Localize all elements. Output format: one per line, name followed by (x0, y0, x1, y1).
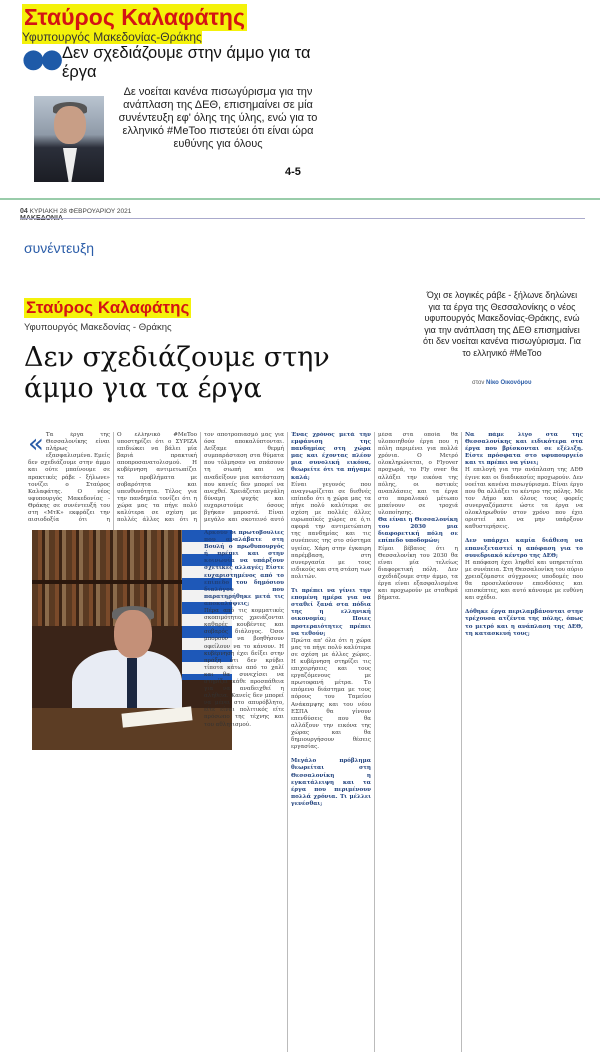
teaser-portrait-photo (34, 96, 104, 182)
teaser-page-ref: 4-5 (285, 166, 301, 178)
section-label: συνέντευξη (24, 240, 95, 256)
pull-quote: Όχι σε λογικές ράβε - ξήλωνε δηλώνει για τα έργα της Θεσσαλονίκης ο νέος υφυπουργός Μακεδονίας-Θράκης, ενώ για την ανάπλαση της ΔΕΘ επισημαίνει ότι δεν νοείται κανένα πισωγύρισμα. Για το ελληνικό #MeToo (423, 290, 581, 358)
byline: στον Νίκο Οικονόμου (472, 380, 532, 386)
quote-mark-icon: ●● (22, 44, 60, 74)
article-column-6: Να πάμε λίγο στα της Θεσσαλονίκης και ειδικότερα στα έργα που βρίσκονται σε εξέλιξη. Είστε πρόσφατα στο υφυπουργείο και τι πρέπει να γίνει; Η επιλογή για την ανάπλαση της ΔΕΘ έγινε και οι διαδικασίες προχωρούν. Δεν νοείται κανένα πισωγύρισμα. Είναι έργο που θα αλλάξει το κέντρο της πόλης. Με τον Δήμο και όλους τους φορείς συνεργαζόμαστε ώστε τα έργα να ολοκληρωθούν στον χρόνο που έχει οριστεί και να μην υπάρξουν καθυστερήσεις. Δεν υπάρχει καμία διάθεση να επανεξεταστεί η απόφαση για το συνεδριακό κέντρο της ΔΕΘ; Η απόφαση έχει ληφθεί και υπηρετείται με συνέπεια. Στη Θεσσαλονίκη του αύριο χρειαζόμαστε σύγχρονες υποδομές που θα προσελκύσουν επενδύσεις και επισκέπτες, και αυτό κάνουμε με ευθύνη και σχέδιο. Δόθηκε έργα περιλαμβάνονται στην τρέχουσα ατζέντα της πόλης, όπως το μετρό και η ανάπλαση της ΔΕΘ, τη κατασκευή τους; (465, 432, 583, 637)
article-column-5: μέσα στα οποία θα υλοποιηθούν έργα που η πόλη περιμένει για πολλά χρόνια. Ο Μετρό ολοκληρώνεται, ο Flyover προχωρά, το Fly over θα αλλάξει την εικόνα της πόλης, οι αστικές αναπλάσεις και τα έργα στο παραλιακό μέτωπο μπαίνουν σε τροχιά υλοποίησης. Θα είναι η Θεσσαλονίκη του 2030 μια διαφορετική πόλη σε επίπεδο υποδομών; Είμαι βέβαιος ότι η Θεσσαλονίκη του 2030 θα είναι μία τελείως διαφορετική πόλη. Δεν σχεδιάζουμε στην άμμο, τα έργα είναι εξασφαλισμένα και προχωρούν με σταθερά βήματα. (378, 432, 458, 602)
interview-photo (32, 530, 232, 750)
interviewee-role: Υφυπουργός Μακεδονίας - Θράκης (24, 322, 172, 333)
page-headline: Δεν σχεδιάζουμε στην άμμο για τα έργα (24, 342, 330, 404)
teaser-role: Υφυπουργός Μακεδονίας-Θράκης (22, 30, 202, 44)
quote-mark-icon: « (28, 432, 44, 459)
article-column-4: Ένας χρόνος μετά την εμφάνιση της πανδημίας στη χώρα μας και έχοντας πλέον μια συνολική εικόνα, θεωρείτε ότι τα πήγαμε καλά; Είναι γεγονός που αναγνωρίζεται σε διεθνές επίπεδο ότι η χώρα μας τα πήγε πολύ καλύτερα σε σχέση με πολλές άλλες ευρωπαϊκές χώρες σε ό,τι αφορά την αντιμετώπιση της πανδημίας και τις συνέπειες της στο σύστημα υγείας. Χάρη στην έγκαιρη παρέμβαση, στη συνεργασία με τους ειδικούς και στη στάση των πολιτών. Τι πρέπει να γίνει την επομένη ημέρα για να σταθεί ξανά στα πόδια της η ελληνική οικονομία; Ποιες προτεραιότητες πρέπει να τεθούν; Πρώτα απ' όλα ότι η χώρα μας τα πήγε πολύ καλύτερα σε σχέση με άλλες χώρες. Η κυβέρνηση στηρίζει τις επιχειρήσεις και τους εργαζόμενους με πρωτοφανή μέτρα. Το επόμενο διάστημα με τους πόρους του Ταμείου Ανάκαμψης και του νέου ΕΣΠΑ θα γίνουν επενδύσεις που θα αλλάξουν την εικόνα της χώρας και θα δημιουργήσουν θέσεις εργασίας. Μεγάλο πρόβλημα θεωρείται στη Θεσσαλονίκη η εγκατάλειψη και τα έργα που περιμένουν πολλά χρόνια. Τι μέλλει γενέσθαι; (291, 432, 371, 807)
teaser-summary: Δε νοείται κανένα πισωγύρισμα για την ανάπλαση της ΔΕΘ, επισημαίνει σε μία συνέντευξη εφ' όλης της ύλης, ενώ για το ελληνικό #MeToo πιστεύει ότι είναι ώρα ευθύνης για όλους (118, 86, 318, 150)
article-column-3-lower: Αρκούν οι πρωτοβουλίες που αναλάβατε στη Βουλή ο πρωθυπουργός ή πρέπει και στην κοινωνία να υπάρξουν σχετικές αλλαγές; Είστε ευχαριστημένος από το επίπεδο του δημόσιου διαλόγου που παρατηρήθηκε μετά τις αποκαλύψεις; Πέρα από τις κομματικές σκοπιμότητες χρειάζονται καθαρές κουβέντες και σοβαρός διάλογος. Όσοι μπορούν να βοηθήσουν οφείλουν να το κάνουν. Η κυβέρνηση έχει δείξει στην πράξη ότι δεν κρύβει τίποτα κάτω από το χαλί και θα συνεχίσει να στηρίζει κάθε προσπάθεια για να αναδειχθεί η αλήθεια. Κανείς δεν μπορεί να μένει στο απυρόβλητο, είτε είναι πολιτικός είτε πρόσωπο της τέχνης και του αθλητισμού. (204, 530, 284, 728)
folio-divider (20, 218, 585, 219)
article-column-1: « Τα έργα της Θεσσαλονίκης είναι πλήρως εξασφαλισμένα. Εμείς δεν σχεδιάζουμε στην άμμο και ούτε μπαίνουμε σε πρακτικές ράβε - ξήλωνε» τονίζει ο Σταύρος Καλαφάτης. Ο νέος υφυπουργός Μακεδονίας - Θράκης σε συνέντευξή του στη «ΜτΚ» εκφράζει την αισιοδοξία ότι η (28, 432, 110, 522)
interviewee-name: Σταύρος Καλαφάτης (26, 298, 190, 317)
teaser-headline: Δεν σχεδιάζουμε στην άμμο για τα έργα (62, 44, 311, 81)
newspaper-page (0, 198, 600, 1058)
teaser-clipping (0, 0, 600, 196)
article-column-2: Ο ελληνικό #MeToo υποστηρίζει ότι ο ΣΥΡΙΖΑ επιδιώκει να βάλει μία βαριά πρακτική αποπροσανατολισμού. Η κυβέρνηση αντιμετωπίζει τα προβλήματα με σοβαρότητα και υπευθυνότητα. Τέλος για την πανδημία τονίζει ότι η χώρα μας τα πήγε πολύ καλύτερα σε σχέση με πολλές άλλες και ότι η (117, 432, 197, 522)
folio: 04 ΚΥΡΙΑΚΗ 28 ΦΕΒΡΟΥΑΡΙΟΥ 2021 (20, 208, 132, 215)
article-column-3: τον αποτροπιασμό μας για όσα αποκαλύπτονται. Δείξαμε θερμή συμπαράσταση στα θύματα που τόλμησαν να σπάσουν τη σιωπή και να αναδείξουν μια κατάσταση που κανείς δεν μπορεί να ανεχθεί. Χρειάζεται μεγάλη δύναμη ψυχής και ευχαριστούμε όσους βγήκαν μπροστά. Είναι μεγάλο και σκοτεινό αυτό (204, 432, 284, 522)
teaser-name: Σταύρος Καλαφάτης (24, 4, 245, 30)
